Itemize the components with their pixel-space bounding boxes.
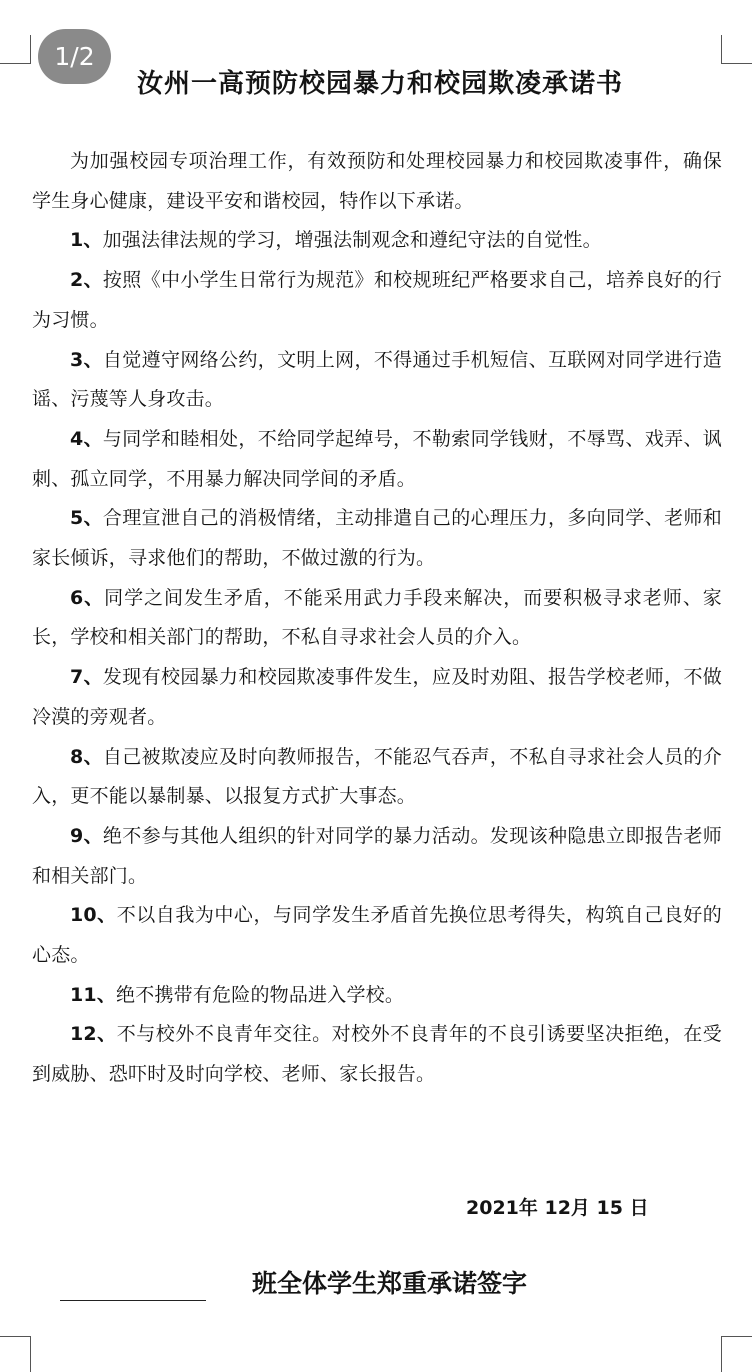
commitment-item-text: 合理宣泄自己的消极情绪，主动排遣自己的心理压力，多向同学、老师和家长倾诉，寻求他们的帮助，不做过激的行为。	[32, 507, 722, 570]
commitment-item	[32, 738, 722, 817]
commitment-item-number: 7、	[70, 666, 103, 689]
commitment-item-number: 8、	[70, 745, 103, 768]
commitment-item-text: 自觉遵守网络公约，文明上网，不得通过手机短信、互联网对同学进行造谣、污蔑等人身攻击。	[32, 348, 722, 411]
commitment-item-text: 发现有校园暴力和校园欺凌事件发生，应及时劝阻、报告学校老师，不做冷漠的旁观者。	[32, 666, 722, 728]
document-date: 2021年 12月 15 日	[466, 1197, 649, 1219]
signature-blank-line	[60, 1300, 206, 1301]
commitment-item-number: 4、	[70, 427, 103, 450]
page-corner-mark-bottom-left	[0, 1336, 31, 1372]
commitment-item	[32, 499, 722, 578]
commitment-list	[32, 221, 722, 1094]
commitment-item-text: 绝不携带有危险的物品进入学校。	[116, 983, 405, 1006]
commitment-item	[32, 221, 722, 261]
commitment-item	[32, 817, 722, 896]
commitment-item	[32, 261, 722, 340]
commitment-item-number: 2、	[70, 269, 103, 292]
commitment-item-number: 6、	[70, 586, 105, 609]
document-title: 汝州一高预防校园暴力和校园欺凌承诺书	[137, 69, 624, 99]
page-indicator-badge[interactable]: 1/2	[38, 29, 111, 84]
commitment-item-number: 12、	[70, 1023, 117, 1046]
commitment-item-text: 不与校外不良青年交往。对校外不良青年的不良引诱要坚决拒绝，在受到威胁、恐吓时及时向学校、老师、家长报告。	[32, 1023, 722, 1086]
commitment-item	[32, 896, 722, 975]
commitment-item	[32, 658, 722, 737]
commitment-item-number: 11、	[70, 983, 117, 1006]
page-corner-mark-bottom-right	[721, 1336, 752, 1372]
commitment-item-number: 10、	[70, 904, 117, 927]
commitment-item-text: 不以自我为中心，与同学发生矛盾首先换位思考得失，构筑自己良好的心态。	[32, 904, 722, 967]
commitment-item-text: 与同学和睦相处，不给同学起绰号，不勒索同学钱财，不辱骂、戏弄、讽刺、孤立同学，不用暴力解决同学间的矛盾。	[32, 427, 722, 490]
intro-paragraph: 为加强校园专项治理工作，有效预防和处理校园暴力和校园欺凌事件，确保学生身心健康，建设平安和谐校园，特作以下承诺。	[32, 150, 722, 212]
commitment-item-number: 3、	[70, 348, 103, 371]
commitment-item	[32, 976, 722, 1016]
commitment-item-number: 1、	[70, 229, 103, 252]
commitment-item-text: 按照《中小学生日常行为规范》和校规班纪严格要求自己，培养良好的行为习惯。	[32, 269, 722, 331]
commitment-item-number: 5、	[70, 507, 103, 530]
document-body	[32, 142, 722, 1095]
commitment-item	[32, 420, 722, 499]
commitment-item-text: 绝不参与其他人组织的针对同学的暴力活动。发现该种隐患立即报告老师和相关部门。	[32, 824, 722, 887]
commitment-item-text: 加强法律法规的学习，增强法制观念和遵纪守法的自觉性。	[102, 229, 602, 252]
commitment-item-text: 自己被欺凌应及时向教师报告，不能忍气吞声，不私自寻求社会人员的介入，更不能以暴制暴、以报复方式扩大事态。	[32, 745, 722, 808]
commitment-item	[32, 1015, 722, 1094]
page-corner-mark-top-left	[0, 35, 31, 64]
signature-label: 班全体学生郑重承诺签字	[252, 1269, 528, 1298]
commitment-item	[32, 579, 722, 658]
commitment-item-number: 9、	[70, 824, 103, 847]
page-corner-mark-top-right	[721, 35, 752, 64]
commitment-item-text: 同学之间发生矛盾，不能采用武力手段来解决，而要积极寻求老师、家长，学校和相关部门的帮助，不私自寻求社会人员的介入。	[32, 586, 723, 649]
commitment-item	[32, 341, 722, 420]
